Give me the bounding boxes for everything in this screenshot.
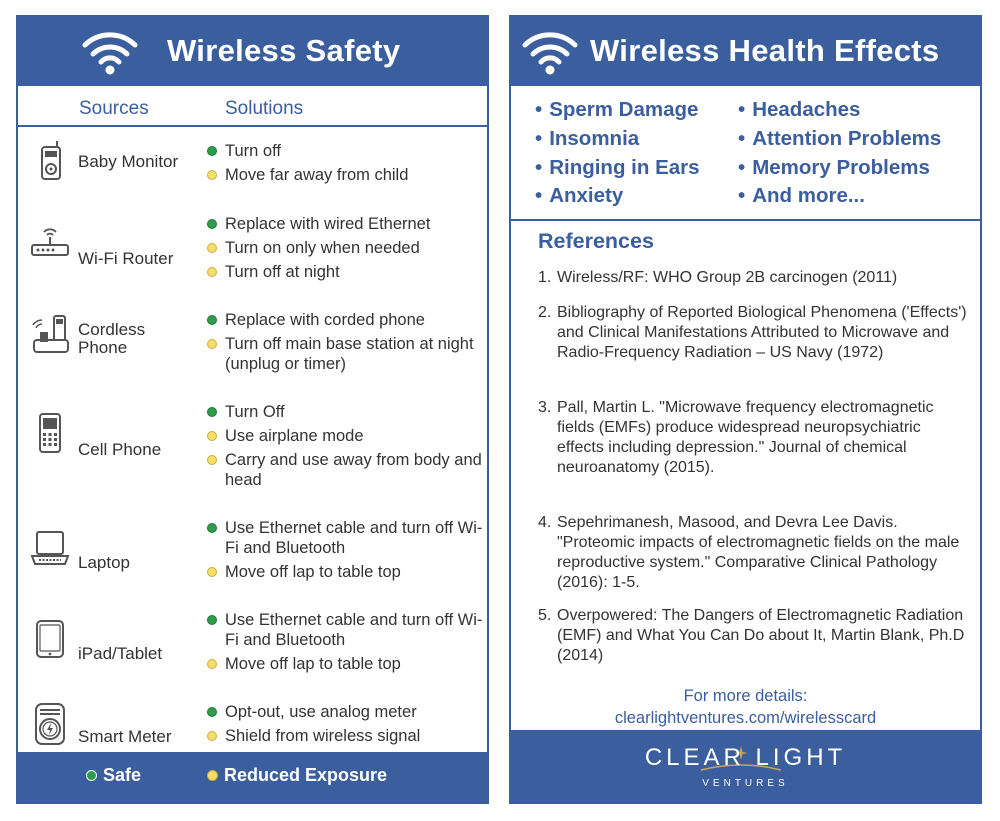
- references-heading: References: [538, 229, 654, 253]
- laptop-icon: [30, 528, 70, 572]
- wifi-icon: [521, 29, 579, 75]
- reduced-dot-icon: [207, 659, 217, 669]
- device-name: Smart Meter: [78, 727, 172, 746]
- solution-item: Opt-out, use analog meter: [207, 702, 487, 722]
- solution-item: Shield from wireless signal: [207, 726, 487, 746]
- wifi-icon: [81, 29, 139, 75]
- reduced-dot-icon: [207, 731, 217, 741]
- safe-dot-icon: [207, 146, 217, 156]
- legend-safe-label: Safe: [103, 765, 142, 785]
- solution-item: Replace with corded phone: [207, 310, 487, 330]
- effect-item: • Sperm Damage: [535, 98, 698, 122]
- effect-item: • Attention Problems: [738, 127, 941, 151]
- reduced-dot-icon: [207, 170, 217, 180]
- device-name: Cordless Phone: [78, 320, 146, 357]
- safety-header: [18, 17, 487, 86]
- effect-item: • Ringing in Ears: [535, 156, 700, 180]
- solution-item: Use airplane mode: [207, 426, 487, 446]
- brand-subtitle: VENTURES: [702, 778, 789, 789]
- health-title: Wireless Health Effects: [590, 33, 940, 68]
- brand-footer: [511, 730, 980, 802]
- solutions-heading: Solutions: [225, 98, 304, 119]
- reduced-dot-icon: [207, 243, 217, 253]
- legend-reduced-label: Reduced Exposure: [224, 765, 388, 785]
- effect-item: • Headaches: [738, 98, 860, 122]
- solution-list: [207, 702, 487, 750]
- solution-list: [207, 214, 487, 286]
- legend-footer: [18, 752, 487, 802]
- effect-item: • Anxiety: [535, 184, 623, 208]
- device-name: Wi-Fi Router: [78, 249, 174, 268]
- website-link[interactable]: clearlightventures.com/wirelesscard: [614, 709, 877, 727]
- solution-item: Turn on only when needed: [207, 238, 487, 258]
- safe-dot-icon: [207, 315, 217, 325]
- safe-dot-icon: [207, 615, 217, 625]
- safe-dot-icon: [86, 770, 97, 781]
- safety-title: Wireless Safety: [167, 33, 401, 68]
- smart-meter-icon: [30, 702, 70, 746]
- solution-item: Use Ethernet cable and turn off Wi-Fi and Bluetooth: [207, 610, 487, 650]
- effect-item: • And more...: [738, 184, 865, 208]
- solution-item: Turn off main base station at night (unplug or timer): [207, 334, 487, 374]
- section-divider: [511, 219, 980, 221]
- safe-dot-icon: [207, 407, 217, 417]
- solution-item: Turn off: [207, 141, 487, 161]
- reduced-dot-icon: [207, 455, 217, 465]
- reduced-dot-icon: [207, 339, 217, 349]
- solution-list: [207, 610, 487, 678]
- more-details: [511, 685, 980, 729]
- more-details-label: For more details:: [683, 687, 808, 705]
- device-name: Cell Phone: [78, 440, 162, 459]
- reduced-dot-icon: [207, 567, 217, 577]
- solution-list: [207, 310, 487, 378]
- reduced-dot-icon: [207, 431, 217, 441]
- device-name: iPad/Tablet: [78, 644, 163, 663]
- solution-item: Move off lap to table top: [207, 562, 487, 582]
- cordless-phone-icon: [30, 312, 70, 356]
- safe-dot-icon: [207, 707, 217, 717]
- reduced-dot-icon: [207, 267, 217, 277]
- solution-item: Use Ethernet cable and turn off Wi-Fi and Bluetooth: [207, 518, 487, 558]
- brand-name: CLEAR LIGHT: [644, 744, 847, 771]
- legend-reduced: [207, 765, 387, 786]
- solution-list: [207, 141, 487, 189]
- cell-phone-icon: [30, 412, 70, 456]
- solution-item: Move off lap to table top: [207, 654, 487, 674]
- device-name: Laptop: [78, 553, 130, 572]
- effect-item: • Insomnia: [535, 127, 639, 151]
- solution-list: [207, 402, 487, 494]
- column-divider: [18, 125, 487, 127]
- solution-item: Turn off at night: [207, 262, 487, 282]
- health-header: [511, 17, 980, 86]
- effect-item: • Memory Problems: [738, 156, 930, 180]
- wireless-safety-card: [16, 15, 489, 804]
- solution-item: Carry and use away from body and head: [207, 450, 487, 490]
- device-name: Baby Monitor: [78, 152, 179, 171]
- solution-item: Replace with wired Ethernet: [207, 214, 487, 234]
- health-effects-card: Wireless Health Effects • Sperm Damage • Insomnia • Ringing in Ears • Anxiety • Headaches • Attention Problems • Memory Problems • And more... References 1. Wireless/RF: WHO Group 2B carcinogen (2011) 2. Bibliography of Reported Biological Phenomena ('Effects') and Clinical Manifestations Attributed to Microwave and Radio-Frequency Radiation – US Navy (1972) 3. Pall, Martin L. "Microwave frequency electromagnetic fields (EMFs) produce widespread neuropsychiatric effects including depression." Journal of chemical neuroanatomy (2015). 4. Sepehrimanesh, Masood, and Devra Lee Davis. "Proteomic impacts of electromagnetic fields on the male reproductive system." Comparative Clinical Pathology (2016): 1-5. 5. Overpowered: The Dangers of Electromagnetic Radiation (EMF) and What You Can Do about It, Martin Blank, Ph.D (2014) For more details: clearlightventures.com/wirelesscard CLEAR LIGHT VENTURES: [509, 15, 982, 804]
- reduced-dot-icon: [207, 770, 218, 781]
- legend-safe: [86, 765, 141, 786]
- safe-dot-icon: [207, 219, 217, 229]
- solution-item: Move far away from child: [207, 165, 487, 185]
- solution-list: [207, 518, 487, 586]
- router-icon: [30, 218, 70, 262]
- sources-heading: Sources: [79, 98, 149, 119]
- safe-dot-icon: [207, 523, 217, 533]
- tablet-icon: [30, 618, 70, 662]
- solution-item: Turn Off: [207, 402, 487, 422]
- baby-monitor-icon: [30, 139, 70, 183]
